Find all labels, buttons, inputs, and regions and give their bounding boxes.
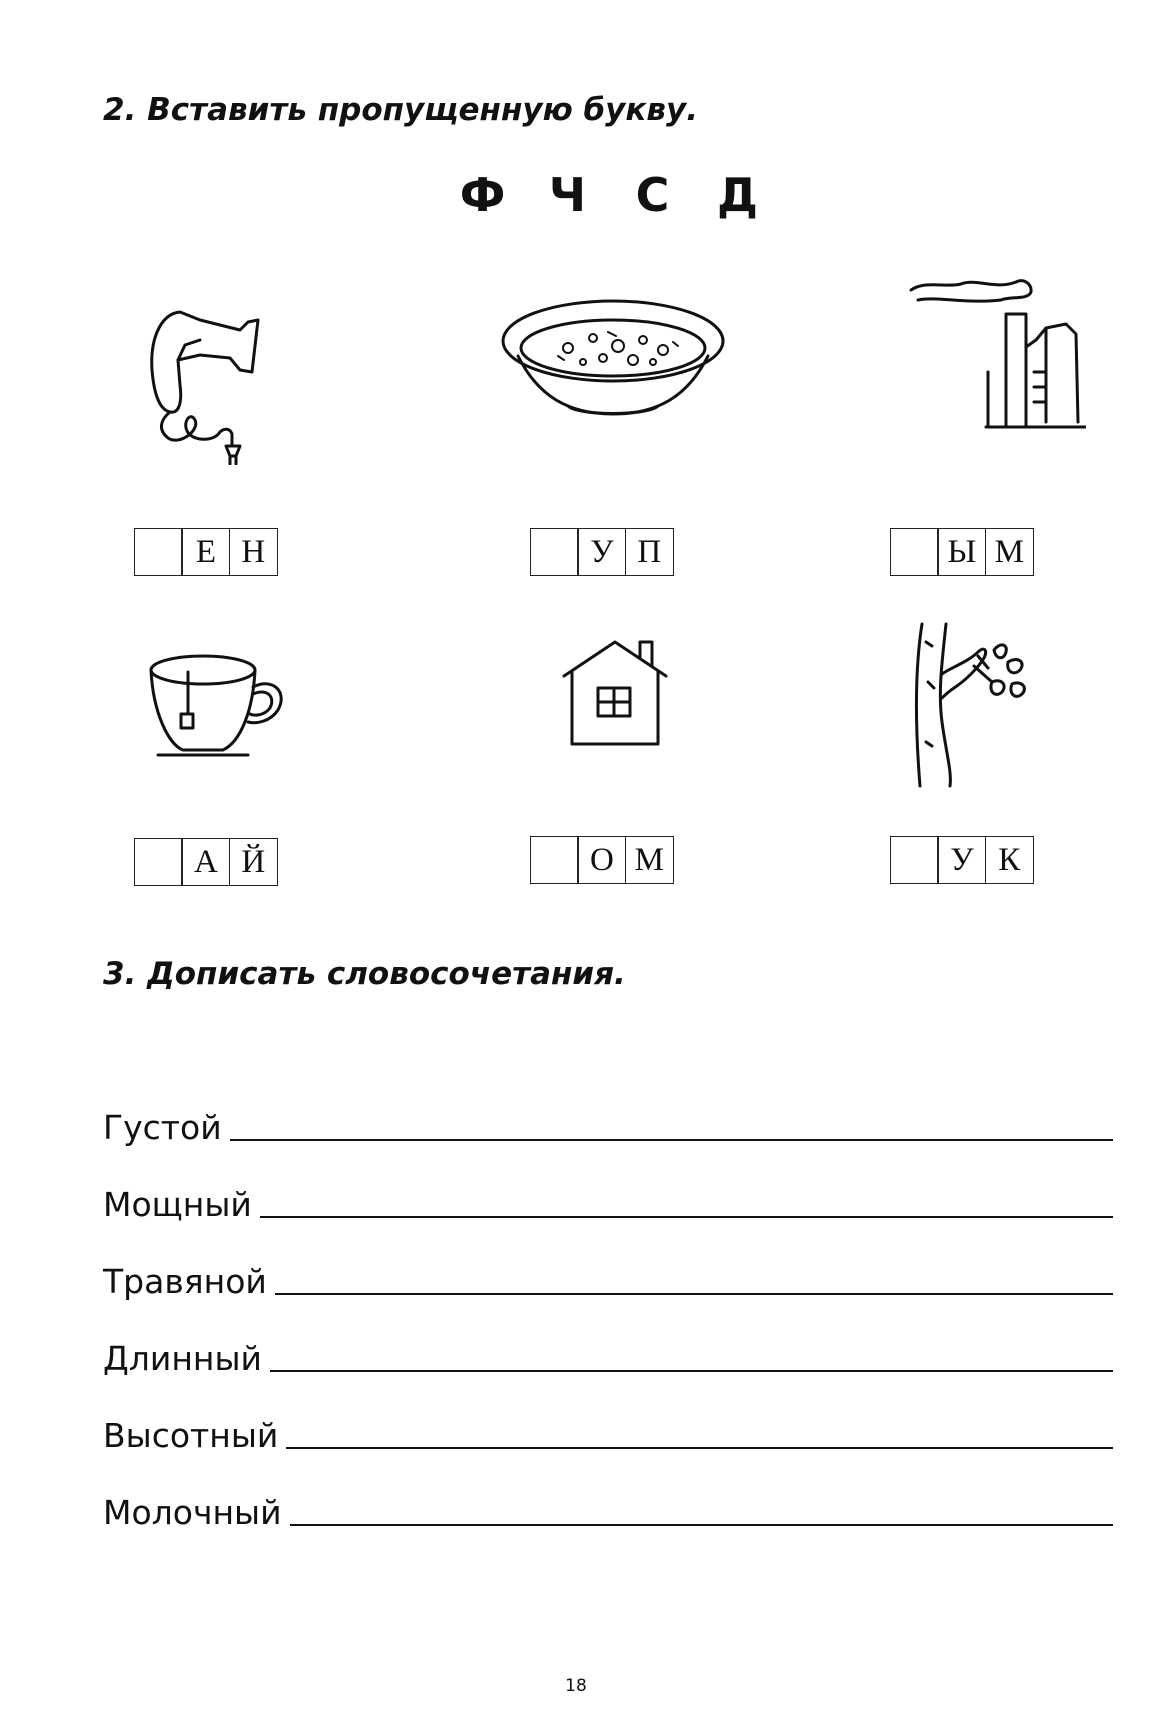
missing-letter-cell[interactable] <box>134 838 183 886</box>
word-cells <box>890 836 1034 886</box>
word-cells <box>134 528 278 578</box>
word-cells <box>134 838 278 888</box>
task3-heading: 3. Дописать словосочетания. <box>103 956 626 992</box>
letter-cell: М <box>625 836 674 884</box>
phrase-word: Мощный <box>103 1185 252 1224</box>
phrase-row <box>103 1339 1113 1378</box>
phrase-word: Высотный <box>103 1416 279 1455</box>
missing-letter-cell[interactable] <box>134 528 183 576</box>
word-cells <box>530 836 674 886</box>
letter-cell: Ы <box>937 528 986 576</box>
letter-cell: М <box>985 528 1034 576</box>
letter-option: Ч <box>548 168 587 222</box>
page-number: 18 <box>565 1676 587 1696</box>
phrase-row <box>103 1416 1113 1455</box>
word-cells <box>530 528 674 578</box>
hair-dryer-icon <box>140 300 290 465</box>
phrase-row <box>103 1493 1113 1532</box>
letter-cell: П <box>625 528 674 576</box>
letter-option: Ф <box>459 168 506 222</box>
letter-option: Д <box>717 168 758 222</box>
answer-line[interactable] <box>275 1293 1113 1295</box>
letter-cell: К <box>985 836 1034 884</box>
word-cells <box>890 528 1034 578</box>
phrase-word: Молочный <box>103 1493 282 1532</box>
letter-cell: Н <box>229 528 278 576</box>
answer-line[interactable] <box>286 1447 1113 1449</box>
letter-options <box>440 168 780 222</box>
letter-cell: У <box>577 528 626 576</box>
phrase-row <box>103 1262 1113 1301</box>
answer-line[interactable] <box>260 1216 1113 1218</box>
phrase-row <box>103 1185 1113 1224</box>
letter-cell: Й <box>229 838 278 886</box>
factory-chimney-icon <box>906 272 1086 432</box>
phrase-word: Густой <box>103 1108 222 1147</box>
missing-letter-cell[interactable] <box>890 528 939 576</box>
tree-branch-icon <box>908 622 1038 788</box>
letter-cell: Е <box>181 528 230 576</box>
letter-cell: О <box>577 836 626 884</box>
tea-cup-icon <box>148 652 288 757</box>
phrase-row <box>103 1108 1113 1147</box>
missing-letter-cell[interactable] <box>530 836 579 884</box>
letter-cell: У <box>937 836 986 884</box>
answer-line[interactable] <box>290 1524 1113 1526</box>
letter-cell: А <box>181 838 230 886</box>
missing-letter-cell[interactable] <box>890 836 939 884</box>
missing-letter-cell[interactable] <box>530 528 579 576</box>
answer-line[interactable] <box>270 1370 1113 1372</box>
soup-bowl-icon <box>498 296 728 421</box>
phrase-word: Травяной <box>103 1262 267 1301</box>
phrase-word: Длинный <box>103 1339 262 1378</box>
letter-option: С <box>635 168 670 222</box>
task2-heading: 2. Вставить пропущенную букву. <box>103 92 699 128</box>
answer-line[interactable] <box>230 1139 1113 1141</box>
house-icon <box>560 636 670 748</box>
